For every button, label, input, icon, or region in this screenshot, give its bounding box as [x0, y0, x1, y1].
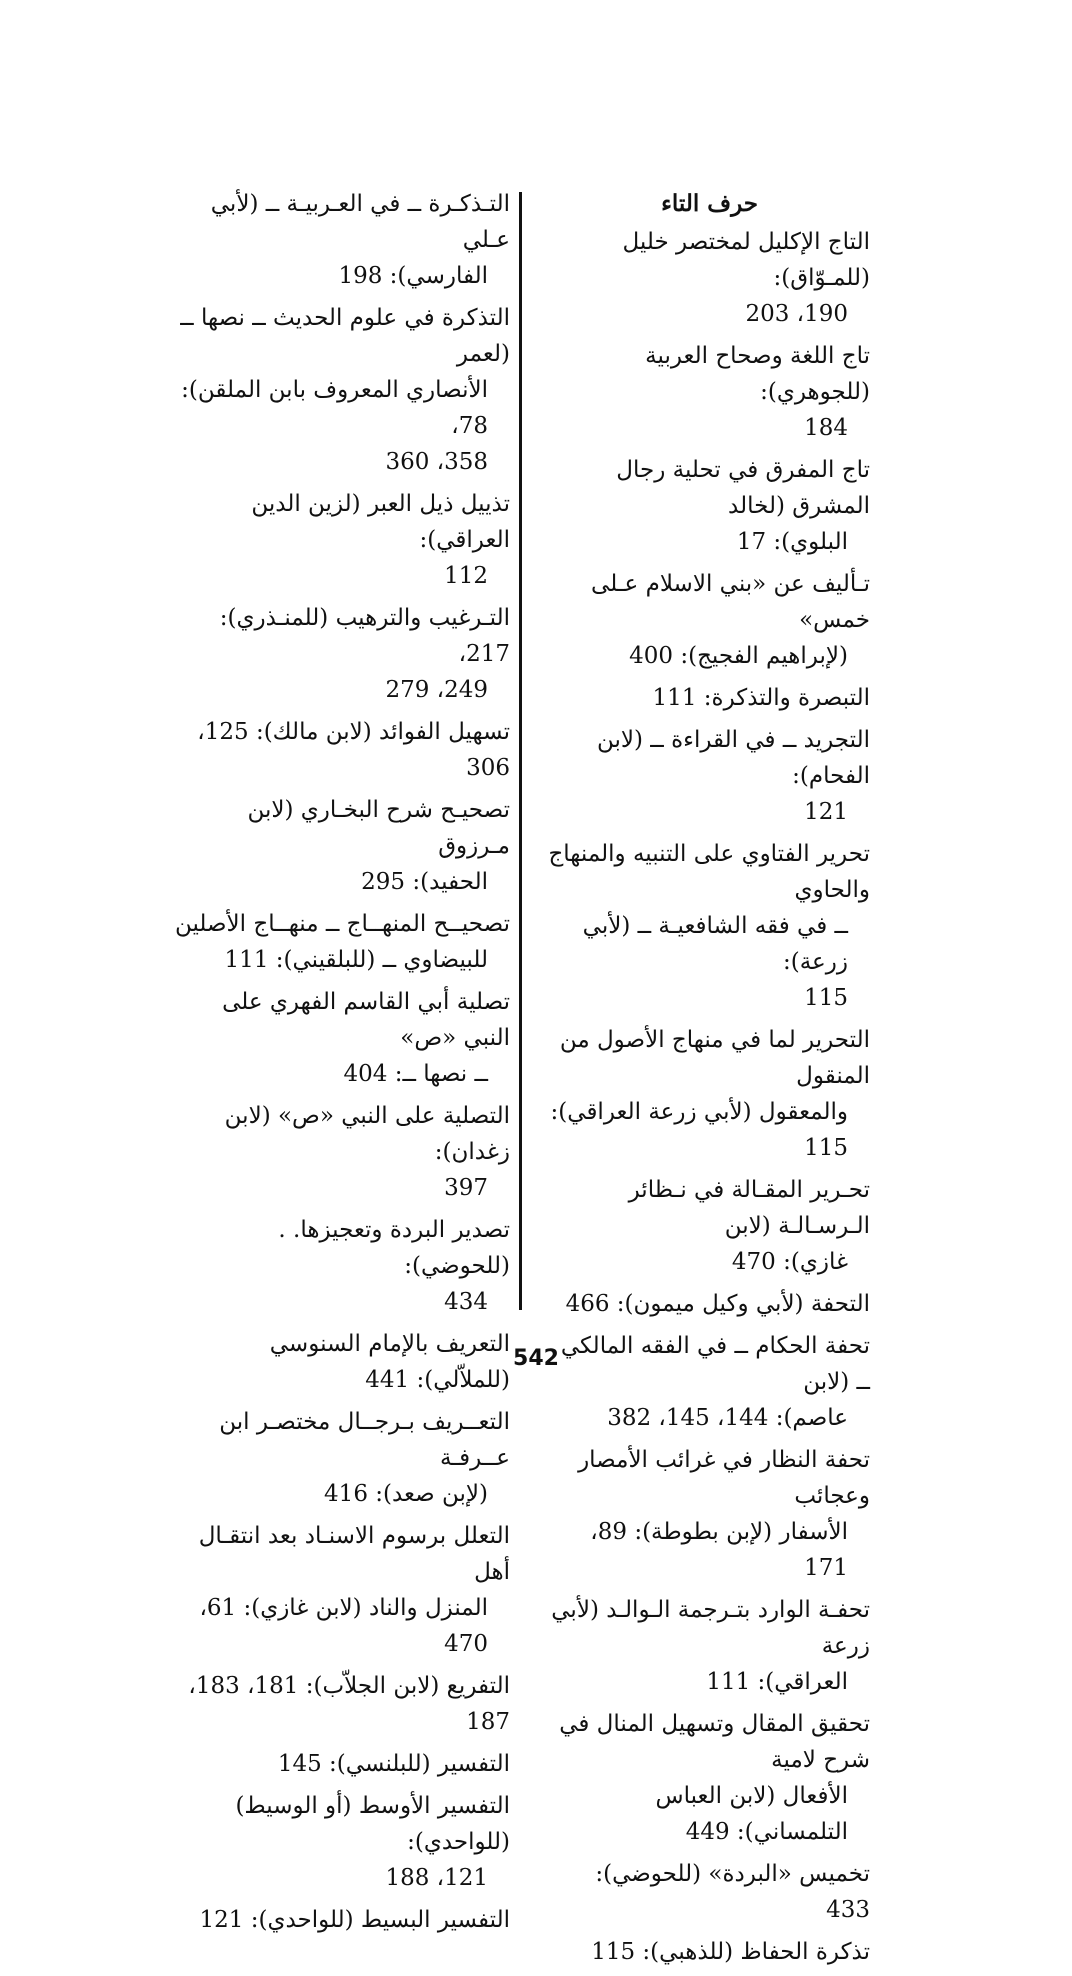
entry-continuation-line: عاصم): 144، 145، 382 [607, 1405, 848, 1431]
entry-title-line: التبصرة والتذكرة: 111 [652, 685, 870, 711]
index-entry [170, 1788, 510, 1896]
entry-continuation-line: الأنصاري المعروف بابن الملقن): 78، [181, 377, 488, 439]
right-entries [545, 224, 870, 1970]
index-entry [170, 714, 510, 786]
index-entry [545, 1706, 870, 1850]
index-entry [545, 1172, 870, 1280]
entry-continuation-line: 121 [804, 799, 848, 825]
index-entry [545, 1934, 870, 1970]
index-entry [545, 1592, 870, 1700]
entry-title-line: تحقيق المقال وتسهيل المنال في شرح لامية [559, 1711, 870, 1773]
entry-continuation-line: 358، 360 [385, 449, 488, 475]
entry-continuation-line: 112 [444, 563, 488, 589]
index-entry [170, 1212, 510, 1320]
entry-continuation-line: 184 [804, 415, 848, 441]
entry-continuation-line: (لإبراهيم الفجيج): 400 [629, 643, 848, 669]
entry-title-line: التعــريف بـرجــال مختصـر ابن عــرفـة [219, 1409, 510, 1471]
index-entry [545, 566, 870, 674]
entry-continuation-line: 397 [444, 1175, 488, 1201]
index-entry [545, 224, 870, 332]
index-entry [170, 600, 510, 708]
entry-title-line: تـأليف عن «بني الاسلام عـلى خمس» [591, 571, 870, 633]
index-entry [170, 1404, 510, 1512]
index-entry [170, 486, 510, 594]
entry-title-line: التذكرة في علوم الحديث ــ نصها ــ (لعمر [180, 305, 510, 367]
index-entry [170, 1902, 510, 1938]
index-entry [170, 1746, 510, 1782]
index-entry [545, 1442, 870, 1586]
entry-title-line: التحفة (لأبي وكيل ميمون): 466 [565, 1291, 870, 1317]
entry-title-line: تسهيل الفوائد (لابن مالك): 125، 306 [197, 719, 510, 781]
index-entry [170, 792, 510, 900]
entry-title-line: التجريد ــ في القراءة ــ (لابن الفحام): [596, 727, 870, 789]
left-column [170, 186, 510, 1944]
entry-title-line: تصلية أبي القاسم الفهري على النبي «ص» [222, 989, 510, 1051]
right-column [545, 186, 870, 1976]
section-heading: حرف التاء [661, 190, 758, 217]
entry-continuation-line: الأفعال (لابن العباس التلمساني): 449 [655, 1783, 848, 1845]
entry-title-line: تاج اللغة وصحاح العربية (للجوهري): [645, 343, 870, 405]
entry-continuation-line: الحفيد): 295 [361, 869, 488, 895]
left-entries [170, 186, 510, 1938]
page-number: 542 [513, 1346, 559, 1371]
entry-continuation-line: المنزل والناد (لابن غازي): 61، 470 [199, 1595, 488, 1657]
index-entry [170, 984, 510, 1092]
entry-title-line: التفسير البسيط (للواحدي): 121 [199, 1907, 510, 1933]
index-entry [170, 1098, 510, 1206]
index-entry [545, 680, 870, 716]
entry-continuation-line: والمعقول (لأبي زرعة العراقي): 115 [550, 1099, 848, 1161]
entry-title-line: تحفة النظار في غرائب الأمصار وعجائب [578, 1447, 870, 1509]
index-entry [545, 722, 870, 830]
entry-title-line: تصدير البردة وتعجيزها. . (للحوضي): [278, 1217, 510, 1279]
entry-continuation-line: ــ نصها ــ: 404 [343, 1061, 488, 1087]
entry-continuation-line: للبيضاوي ــ (للبلقيني): 111 [224, 947, 488, 973]
index-entry [170, 1518, 510, 1662]
entry-continuation-line: 121، 188 [385, 1865, 488, 1891]
entry-title-line: تذكرة الحفاظ (للذهبي): 115 [591, 1939, 870, 1965]
entry-continuation-line: غازي): 470 [731, 1249, 848, 1275]
entry-title-line: تصحيـح شرح البخـاري (لابن مـرزوق [247, 797, 510, 859]
index-entry [545, 452, 870, 560]
entry-title-line: تذييل ذيل العبر (لزين الدين العراقي): [251, 491, 510, 553]
entry-title-line: التصلية على النبي «ص» (لابن زغدان): [224, 1103, 510, 1165]
entry-continuation-line: (لإبن صعد): 416 [324, 1481, 488, 1507]
entry-title-line: التعريف بالإمام السنوسي (للملاّلي): 441 [269, 1331, 510, 1393]
index-entry [545, 1328, 870, 1436]
entry-title-line: تخميس «البردة» (للحوضي): 433 [595, 1861, 870, 1923]
entry-title-line: تاج المفرق في تحلية رجال المشرق (لخالد [616, 457, 870, 519]
entry-title-line: التفريع (لابن الجلاّب): 181، 183، 187 [188, 1673, 510, 1735]
index-entry [545, 1856, 870, 1928]
entry-title-line: التفسير (للبلنسي): 145 [277, 1751, 510, 1777]
entry-continuation-line: 115 [804, 985, 848, 1011]
entry-title-line: التـذكـرة ــ في العـربيـة ــ (لأبي عـلي [210, 191, 510, 253]
entry-title-line: التعلل برسوم الاسنـاد بعد انتقـال أهل [198, 1523, 510, 1585]
entry-title-line: تصحيــح المنهــاج ــ منهــاج الأصلين [174, 911, 510, 937]
index-entry [170, 300, 510, 480]
index-entry [545, 1022, 870, 1166]
entry-continuation-line: البلوي): 17 [736, 529, 848, 555]
index-entry [170, 186, 510, 294]
entry-continuation-line: الأسفار (لإبن بطوطة): 89، 171 [590, 1519, 848, 1581]
entry-continuation-line: العراقي): 111 [706, 1669, 848, 1695]
entry-title-line: التـرغيب والترهيب (للمنـذري): 217، [219, 605, 510, 667]
index-entry [545, 836, 870, 1016]
entry-continuation-line: ــ في فقه الشافعيـة ــ (لأبي زرعة): [582, 913, 848, 975]
index-entry [170, 1668, 510, 1740]
entry-title-line: التاج الإكليل لمختصر خليل (للمـوّاق): [622, 229, 870, 291]
entry-continuation-line: 434 [444, 1289, 488, 1315]
index-entry [170, 906, 510, 978]
entry-title-line: تحفة الحكام ــ في الفقه المالكي ــ (لابن [560, 1333, 870, 1395]
entry-continuation-line: الفارسي): 198 [338, 263, 488, 289]
entry-continuation-line: 249، 279 [385, 677, 488, 703]
entry-title-line: تحفـة الوارد بتـرجمة الـوالـد (لأبي زرعة [551, 1597, 870, 1659]
index-entry [545, 338, 870, 446]
entry-title-line: تحـرير المقـالة في نـظائر الـرسـالـة (لابن [628, 1177, 870, 1239]
entry-continuation-line: 190، 203 [745, 301, 848, 327]
entry-title-line: التحرير لما في منهاج الأصول من المنقول [559, 1027, 870, 1089]
entry-title-line: تحرير الفتاوي على التنبيه والمنهاج والحاوي [548, 841, 870, 903]
entry-title-line: التفسير الأوسط (أو الوسيط) (للواحدي): [235, 1793, 510, 1855]
index-entry [545, 1286, 870, 1322]
column-divider [519, 192, 522, 1310]
